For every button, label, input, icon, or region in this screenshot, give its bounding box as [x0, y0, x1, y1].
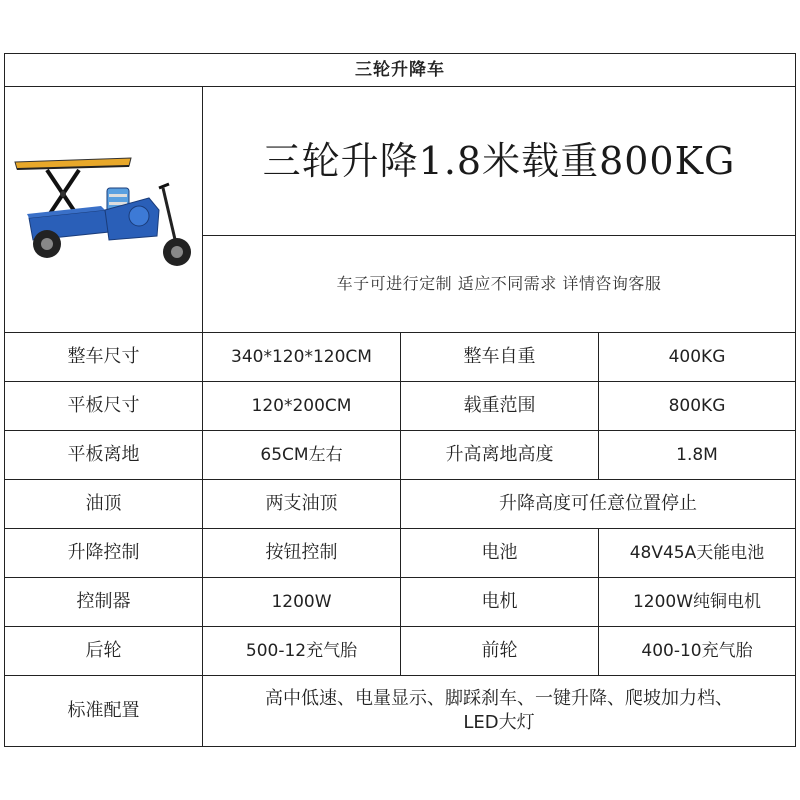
spec-value-platform-clearance: 65CM左右: [202, 430, 401, 480]
spec-value-front-wheel: 400-10充气胎: [598, 626, 796, 676]
spec-label-controller: 控制器: [4, 577, 203, 627]
sheet-title: 三轮升降车: [4, 53, 796, 87]
spec-value-vehicle-weight: 400KG: [598, 332, 796, 382]
spec-label-standard-config: 标准配置: [4, 675, 203, 747]
product-image-cell: [4, 86, 203, 333]
standard-config-line-2: LED大灯: [463, 712, 535, 733]
product-note: 车子可进行定制 适应不同需求 详情咨询客服: [202, 235, 796, 333]
spec-value-battery: 48V45A天能电池: [598, 528, 796, 578]
spec-value-vehicle-size: 340*120*120CM: [202, 332, 401, 382]
spec-value-load-range: 800KG: [598, 381, 796, 431]
spec-label-vehicle-size: 整车尺寸: [4, 332, 203, 382]
spec-label-motor: 电机: [400, 577, 599, 627]
spec-label-battery: 电池: [400, 528, 599, 578]
spec-value-lift-height: 1.8M: [598, 430, 796, 480]
spec-value-rear-wheel: 500-12充气胎: [202, 626, 401, 676]
spec-value-controller: 1200W: [202, 577, 401, 627]
spec-label-lift-control: 升降控制: [4, 528, 203, 578]
spec-label-rear-wheel: 后轮: [4, 626, 203, 676]
spec-label-vehicle-weight: 整车自重: [400, 332, 599, 382]
spec-sheet: [4, 53, 796, 747]
spec-value-standard-config: [202, 675, 796, 747]
spec-label-load-range: 载重范围: [400, 381, 599, 431]
product-headline: 三轮升降1.8米载重800KG: [202, 86, 796, 236]
spec-label-lift-height: 升高离地高度: [400, 430, 599, 480]
spec-lift-stop-note: 升降高度可任意位置停止: [400, 479, 796, 529]
standard-config-line-1: 高中低速、电量显示、脚踩刹车、一键升降、爬坡加力档、: [265, 688, 733, 709]
spec-value-hydraulic-jack: 两支油顶: [202, 479, 401, 529]
spec-value-platform-size: 120*200CM: [202, 381, 401, 431]
spec-label-platform-clearance: 平板离地: [4, 430, 203, 480]
spec-label-hydraulic-jack: 油顶: [4, 479, 203, 529]
lifting-tricycle-image: [9, 140, 199, 280]
spec-label-front-wheel: 前轮: [400, 626, 599, 676]
spec-label-platform-size: 平板尺寸: [4, 381, 203, 431]
spec-value-lift-control: 按钮控制: [202, 528, 401, 578]
spec-value-motor: 1200W纯铜电机: [598, 577, 796, 627]
